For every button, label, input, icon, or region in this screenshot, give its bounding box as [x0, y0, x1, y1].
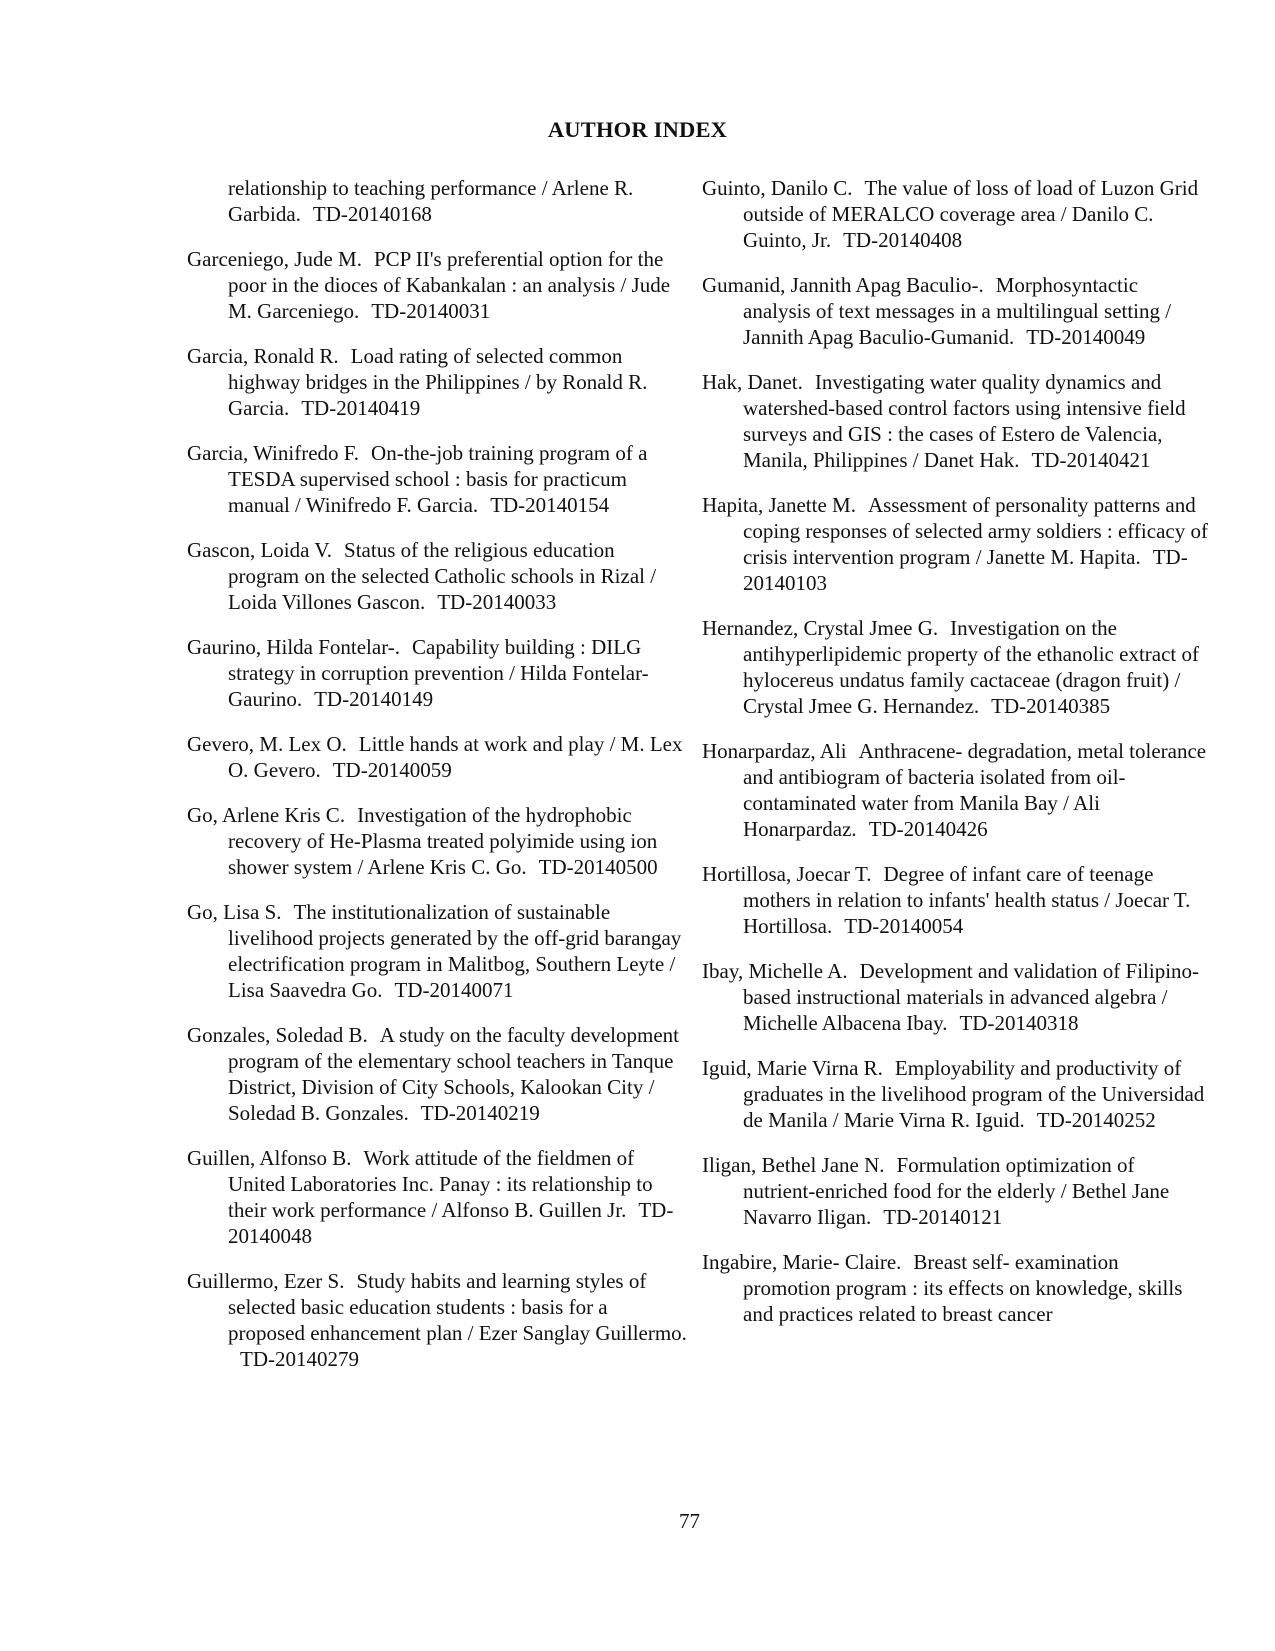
index-entry: [702, 1152, 1210, 1230]
index-entry: [702, 615, 1210, 719]
entry-author: Go, Lisa S.: [187, 900, 282, 924]
entry-title: Degree of infant care of teenage mothers in relation to infants' health status / Joecar T. Hortillosa.: [743, 862, 1191, 938]
continued-entry: [187, 175, 687, 227]
entry-author: Honarpardaz, Ali: [702, 739, 847, 763]
entry-id: TD-20140103: [743, 545, 1188, 595]
entry-id: TD-20140048: [228, 1198, 674, 1248]
entry-id: TD-20140419: [301, 396, 421, 420]
entry-title: Study habits and learning styles of selected basic education students : basis for a proposed enhancement plan / Ezer Sanglay Guillermo.: [228, 1269, 687, 1345]
entry-id: TD-20140252: [1036, 1108, 1156, 1132]
entry-author: Hernandez, Crystal Jmee G.: [702, 616, 939, 640]
index-entry: [187, 1145, 687, 1249]
entry-author: Garceniego, Jude M.: [187, 247, 362, 271]
right-entry-list: [702, 175, 1210, 1327]
entry-title: Investigating water quality dynamics and watershed-based control factors using intensive field surveys and GIS : the cases of Estero de Valencia, Manila, Philippines / Danet Hak.: [743, 370, 1186, 472]
entry-id: TD-20140054: [844, 914, 964, 938]
entry-title: The value of loss of load of Luzon Grid outside of MERALCO coverage area / Danilo C. Guinto, Jr.: [743, 176, 1199, 252]
entry-title: Assessment of personality patterns and coping responses of selected army soldiers : efficacy of crisis intervention program / Janette M. Hapita.: [743, 493, 1208, 569]
entry-title: Load rating of selected common highway bridges in the Philippines / by Ronald R. Garcia.: [228, 344, 648, 420]
entry-title: A study on the faculty development program of the elementary school teachers in Tanque District, Division of City Schools, Kalookan City / Soledad B. Gonzales.: [228, 1023, 679, 1125]
index-entry: [187, 802, 687, 880]
entry-title: Formulation optimization of nutrient-enriched food for the elderly / Bethel Jane Navarro Iligan.: [743, 1153, 1170, 1229]
entry-id: TD-20140279: [240, 1347, 359, 1371]
entry-id: TD-20140421: [1031, 448, 1151, 472]
entry-title: Breast self- examination promotion program : its effects on knowledge, skills and practices related to breast cancer: [743, 1250, 1183, 1326]
entry-author: Gaurino, Hilda Fontelar-.: [187, 635, 401, 659]
entry-id: TD-20140408: [843, 228, 963, 252]
entry-author: Garcia, Winifredo F.: [187, 441, 360, 465]
entry-author: Gevero, M. Lex O.: [187, 732, 347, 756]
right-column: [702, 175, 1210, 1346]
entry-title: PCP II's preferential option for the poor in the dioces of Kabankalan : an analysis / Jude M. Garceniego.: [228, 247, 671, 323]
entry-title: On-the-job training program of a TESDA supervised school : basis for practicum manual / Winifredo F. Garcia.: [228, 441, 648, 517]
index-entry: [702, 1249, 1210, 1327]
index-entry: [187, 537, 687, 615]
entry-author: Guillen, Alfonso B.: [187, 1146, 352, 1170]
entry-title: Employability and productivity of graduates in the livelihood program of the Universidad de Manila / Marie Virna R. Iguid.: [743, 1056, 1205, 1132]
entry-author: Garcia, Ronald R.: [187, 344, 339, 368]
index-entry: [702, 492, 1210, 596]
entry-author: Gonzales, Soledad B.: [187, 1023, 368, 1047]
index-entry: [702, 369, 1210, 473]
page-title: AUTHOR INDEX: [547, 117, 728, 142]
entry-author: Hak, Danet.: [702, 370, 803, 394]
entry-author: Guillermo, Ezer S.: [187, 1269, 345, 1293]
entry-title: Morphosyntactic analysis of text messages in a multilingual setting / Jannith Apag Baculio-Gumanid.: [743, 273, 1172, 349]
entry-title: Investigation on the antihyperlipidemic property of the ethanolic extract of hylocereus undatus family cactaceae (dragon fruit) / Crystal Jmee G. Hernandez.: [743, 616, 1199, 718]
entry-author: Gascon, Loida V.: [187, 538, 333, 562]
index-entry: [187, 634, 687, 712]
page-number: 77: [679, 1509, 700, 1533]
left-entry-list: [187, 246, 687, 1372]
entry-author: Guinto, Danilo C.: [702, 176, 853, 200]
index-entry: [702, 272, 1210, 350]
entry-id: TD-20140049: [1026, 325, 1146, 349]
index-entry: [702, 175, 1210, 253]
index-entry: [187, 343, 687, 421]
entry-id: TD-20140154: [490, 493, 610, 517]
entry-author: Iguid, Marie Virna R.: [702, 1056, 883, 1080]
index-entry: [187, 246, 687, 324]
index-entry: [702, 861, 1210, 939]
entry-id: TD-20140318: [959, 1011, 1079, 1035]
entry-id: TD-20140500: [538, 855, 658, 879]
index-entry: [187, 1022, 687, 1126]
entry-author: Hapita, Janette M.: [702, 493, 856, 517]
entry-id: TD-20140033: [437, 590, 557, 614]
entry-author: Ingabire, Marie- Claire.: [702, 1250, 902, 1274]
entry-title: Anthracene- degradation, metal tolerance and antibiogram of bacteria isolated from oil- contaminated water from Manila Bay / Ali Honarpardaz.: [743, 739, 1207, 841]
entry-title: Capability building : DILG strategy in corruption prevention / Hilda Fontelar-Gaurino.: [228, 635, 649, 711]
index-entry: [187, 440, 687, 518]
entry-title: The institutionalization of sustainable livelihood projects generated by the off-grid barangay electrification program in Malitbog, Southern Leyte / Lisa Saavedra Go.: [228, 900, 682, 1002]
entry-id: TD-20140071: [394, 978, 514, 1002]
entry-id: TD-20140385: [991, 694, 1111, 718]
entry-id: TD-20140031: [371, 299, 491, 323]
entry-author: Iligan, Bethel Jane N.: [702, 1153, 885, 1177]
index-entry: [187, 731, 687, 783]
entry-title: Status of the religious education program on the selected Catholic schools in Rizal / Loida Villones Gascon.: [228, 538, 657, 614]
entry-id: TD-20140059: [332, 758, 452, 782]
entry-title: Little hands at work and play / M. Lex O. Gevero.: [228, 732, 683, 782]
entry-author: Go, Arlene Kris C.: [187, 803, 346, 827]
entry-author: Hortillosa, Joecar T.: [702, 862, 872, 886]
index-entry: [702, 1055, 1210, 1133]
entry-title: Work attitude of the fieldmen of United Laboratories Inc. Panay : its relationship to their work performance / Alfonso B. Guillen Jr.: [228, 1146, 653, 1222]
index-entry: [187, 899, 687, 1003]
entry-title: relationship to teaching performance / Arlene R. Garbida.: [228, 176, 634, 226]
entry-id: TD-20140168: [312, 202, 432, 226]
entry-title: Investigation of the hydrophobic recovery of He-Plasma treated polyimide using ion shower system / Arlene Kris C. Go.: [228, 803, 658, 879]
entry-id: TD-20140426: [868, 817, 988, 841]
index-entry: [702, 738, 1210, 842]
left-column: [187, 175, 687, 1391]
entry-author: Gumanid, Jannith Apag Baculio-.: [702, 273, 984, 297]
entry-author: Ibay, Michelle A.: [702, 959, 848, 983]
entry-id: TD-20140219: [420, 1101, 540, 1125]
index-entry: [187, 1268, 687, 1372]
entry-id: TD-20140149: [314, 687, 434, 711]
index-entry: [702, 958, 1210, 1036]
entry-id: TD-20140121: [883, 1205, 1003, 1229]
entry-title: Development and validation of Filipino-based instructional materials in advanced algebra / Michelle Albacena Ibay.: [743, 959, 1200, 1035]
